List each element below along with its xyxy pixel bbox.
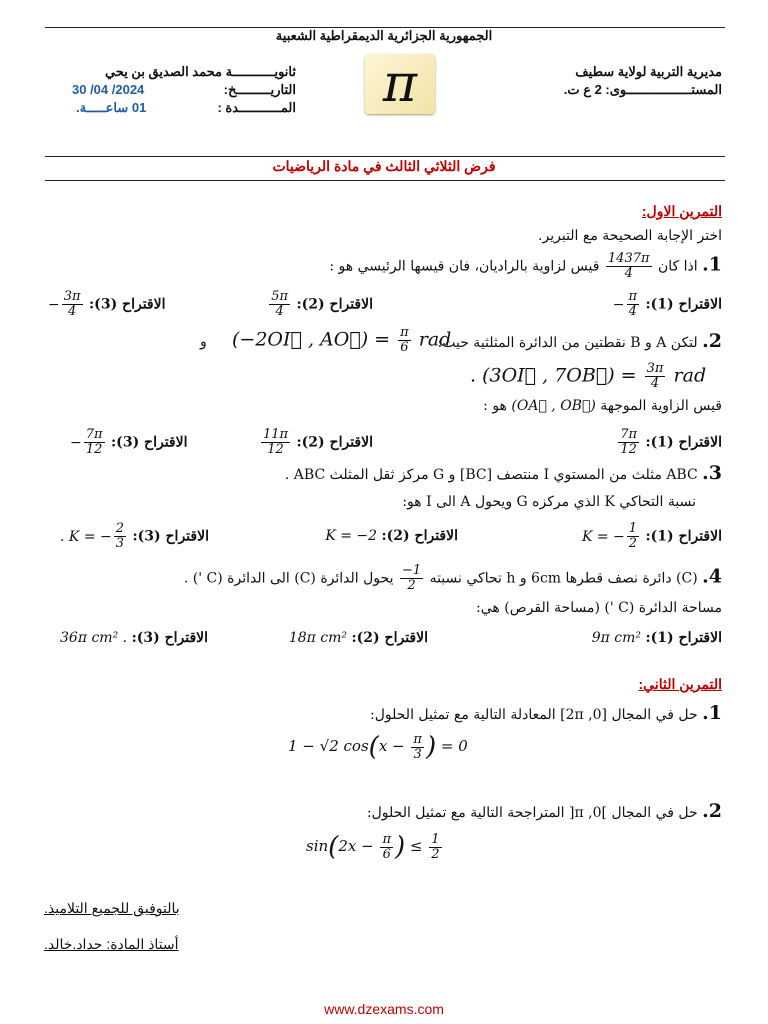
q3-option2: الاقتراح (2): K = −2: [325, 528, 458, 544]
republic-heading: الجمهورية الجزائرية الديمقراطية الشعبية: [275, 28, 493, 43]
q2-equation-2: . (3OI⃗ , 7OB⃗) = $\frac{3\pi}{4}$ rad: [470, 361, 707, 391]
exam-title: فرض الثلاثي الثالث في مادة الرياضيات: [272, 158, 496, 174]
q1-number: 1.: [702, 253, 722, 276]
q1-option3: الاقتراح (3): − $\frac{3\pi}{4}$: [48, 289, 166, 319]
exercise2-title: التمرين الثاني:: [638, 676, 722, 692]
q4-number: 4.: [702, 565, 722, 588]
closing-wish: بالتوفيق للجميع التلاميذ.: [44, 900, 180, 916]
pi-icon: π: [382, 54, 418, 114]
q3-question: نسبة التحاكي K الذي مركزه G ويحول A الى I هو:: [402, 494, 696, 510]
duration-label: المـــــــــــدة :: [217, 100, 296, 115]
q4-option1: الاقتراح (1): 9π cm²: [591, 630, 722, 646]
ex2-q2-number: 2.: [702, 800, 722, 822]
duration-value: 01 ساعـــــة.: [76, 100, 147, 115]
q1-option1: الاقتراح (1): − $\frac{\pi}{4}$: [612, 289, 722, 319]
q1-option2: الاقتراح (2): $\frac{5\pi}{4}$: [271, 289, 373, 319]
q2-text-a: لتكن A و B نقطتين من الدائرة المثلثية حيث:: [437, 335, 698, 351]
ex2-q1-statement: 1. حل في المجال [0, 2π] المعادلة التالية مع تمثيل الحلول:: [370, 702, 722, 724]
header-rule-1: [45, 156, 725, 157]
q1-fraction: $\frac{1437\pi}{4}$: [607, 251, 650, 281]
q3-option3: الاقتراح (3): . K = − $\frac{2}{3}$: [60, 521, 209, 551]
ex2-q2-inequality: sin(2x − $\frac{\pi}{6}$ ) ≤ $\frac{1}{2}$: [306, 831, 440, 862]
q3-statement: 3. ABC مثلث من المستوي I منتصف [BC] و G مركز ثقل المثلث ABC .: [284, 462, 722, 484]
header-rule-2: [45, 180, 725, 181]
q1-statement: [329, 252, 722, 281]
ex2-q1-equation: 1 − √2 cos(x − $\frac{\pi}{3}$ ) = 0: [288, 731, 468, 762]
teacher-signature: أستاذ المادة: حداد.خالد.: [44, 936, 179, 952]
q2-option3: الاقتراح (3): − $\frac{7\pi}{12}$: [70, 427, 188, 457]
q2-option1: الاقتراح (1): $\frac{7\pi}{12}$: [620, 427, 722, 457]
q2-and: و: [200, 334, 207, 350]
q2-question: قيس الزاوية الموجهة (OA⃗ , OB⃗) هو :: [483, 398, 722, 414]
q4-question: مساحة الدائرة (C ') (مساحة القرص) هي:: [476, 600, 722, 616]
q2-equation-1: (−2OI⃗ , AO⃗) = $\frac{\pi}{6}$ rad: [232, 325, 452, 355]
q4-option3: الاقتراح (3): 36π cm² .: [60, 630, 209, 646]
ex2-q2-statement: 2. حل في المجال ]0, π[ المتراجحة التالية مع تمثيل الحلول:: [366, 800, 722, 822]
date-value: 30 /04 /2024: [72, 82, 145, 97]
duration-row: [46, 100, 296, 116]
q2-option2: الاقتراح (2): $\frac{11\pi}{12}$: [262, 427, 373, 457]
school-name: ثانويـــــــــــة محمد الصديق بن يحي: [104, 64, 296, 79]
q1-text-a: اذا كان: [658, 258, 698, 275]
q1-text-b: قيس لزاوية بالراديان، فان قيسها الرئيسي هو :: [329, 258, 600, 275]
exercise1-title: التمرين الاول:: [641, 203, 722, 219]
website-link[interactable]: www.dzexams.com: [324, 1001, 444, 1017]
q2-number: 2.: [702, 330, 722, 352]
exercise1-intro: اختر الإجابة الصحيحة مع التبرير.: [538, 228, 722, 244]
q4-statement: 4. (C) دائرة نصف قطرها 6cm و h تحاكي نسبته $\frac{-1}{2}$ يحول الدائرة (C) الى الدائرة (C ') .: [183, 563, 722, 593]
q4-option2: الاقتراح (2): 18π cm²: [288, 630, 428, 646]
q3-option1: الاقتراح (1): K = − $\frac{1}{2}$: [581, 521, 722, 551]
level: المستـــــــــــــــــوى: 2 ع ت.: [563, 82, 722, 97]
q2-statement: [438, 330, 722, 352]
q3-number: 3.: [702, 462, 722, 484]
pi-logo: [365, 54, 435, 114]
date-row: [46, 82, 296, 98]
ex2-q1-number: 1.: [702, 702, 722, 724]
directorate: مديرية التربية لولاية سطيف: [575, 64, 722, 79]
date-label: التاريـــــــــخ:: [223, 82, 296, 97]
